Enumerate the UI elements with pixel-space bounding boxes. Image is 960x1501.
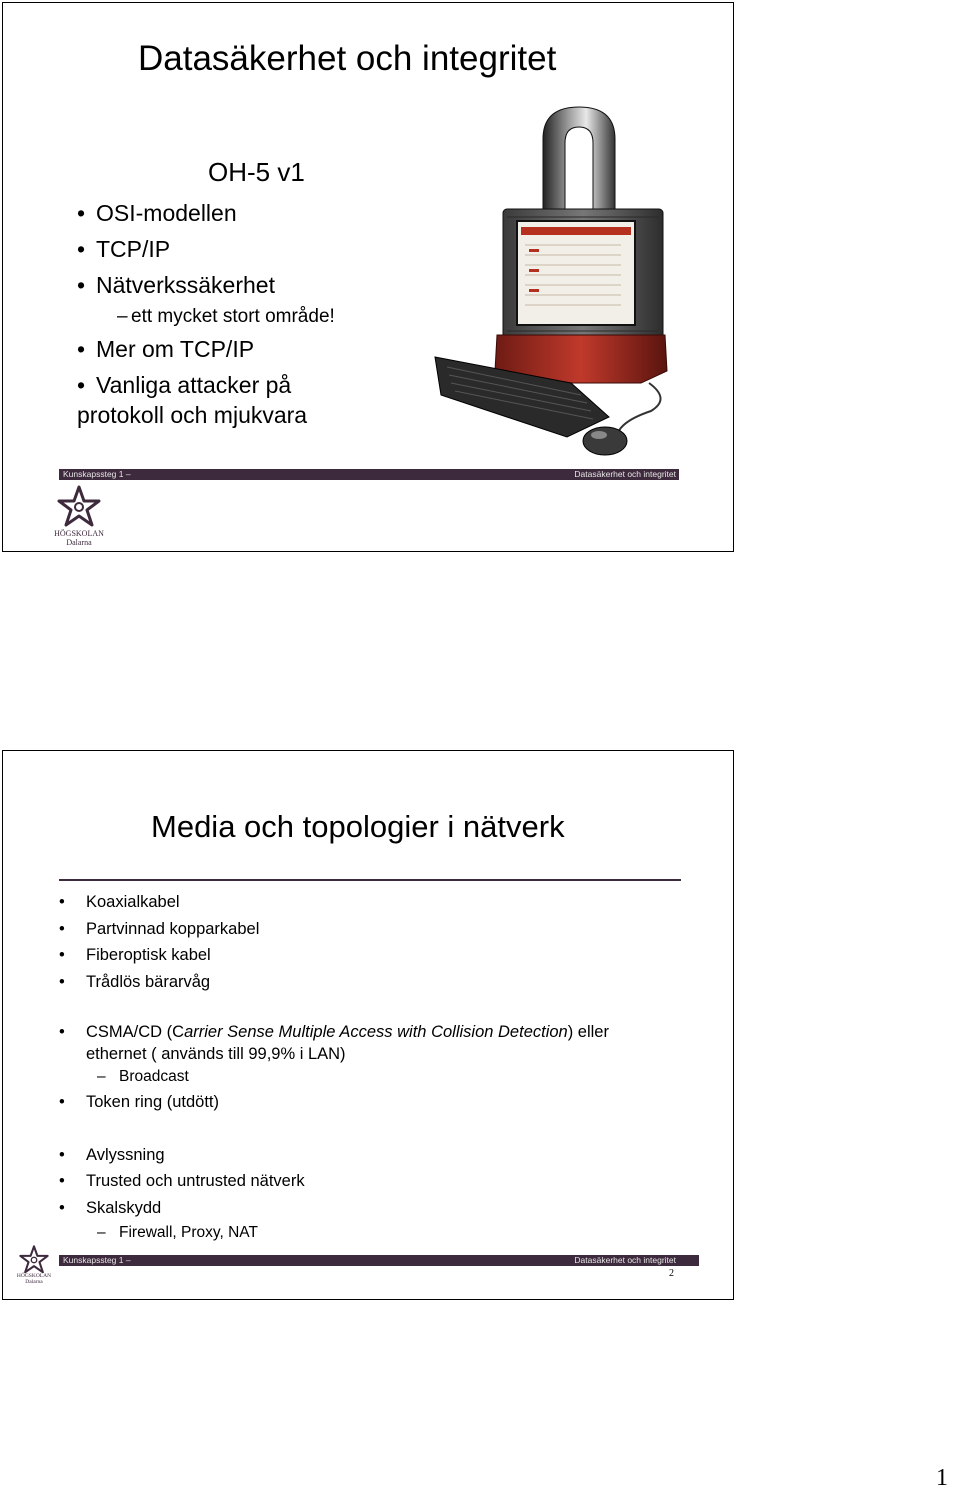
star-logo-icon [55, 485, 103, 529]
list-item: • Trusted och untrusted nätverk [59, 1172, 305, 1190]
bullet-list [77, 195, 335, 427]
padlock-computer-image [421, 99, 681, 469]
slide-subtitle: OH-5 v1 [208, 157, 305, 187]
footer-bar [59, 469, 679, 480]
slide-1 [2, 2, 734, 552]
footer-left: Kunskapssteg 1 – [63, 1255, 131, 1265]
slide-title: Datasäkerhet och integritet [138, 39, 557, 78]
bullet-list [59, 889, 609, 1245]
list-item: • Avlyssning [59, 1145, 165, 1164]
sub-list-item: – ett mycket stort område! [117, 306, 335, 327]
footer-right: Datasäkerhet och integritet [574, 469, 676, 479]
slide-title: Media och topologier i nätverk [151, 809, 565, 844]
list-item: • Skalskydd [59, 1198, 162, 1217]
list-item: • Mer om TCP/IP [77, 336, 255, 362]
list-item: • Koaxialkabel [59, 893, 180, 911]
list-item: • Vanliga attacker på [77, 372, 292, 398]
list-item: • Trådlös bärarvåg [59, 972, 211, 991]
list-item: • Nätverkssäkerhet [77, 272, 275, 298]
footer-left: Kunskapssteg 1 – [63, 469, 131, 479]
slide-number: 2 [669, 1268, 674, 1279]
list-item: • OSI-modellen [77, 200, 237, 226]
logo-text: HÖGSKOLAN Dalarna [16, 1273, 52, 1285]
logo [16, 1245, 52, 1285]
star-logo-icon [17, 1245, 51, 1275]
logo [54, 485, 104, 547]
logo-text: HÖGSKOLAN Dalarna [54, 529, 104, 547]
footer-right: Datasäkerhet och integritet [574, 1255, 676, 1265]
list-item: • CSMA/CD (Carrier Sense Multiple Access with Collision Detection) eller ethernet ( används till 99,9% i LAN) [59, 1023, 609, 1063]
page-number: 1 [936, 1465, 948, 1491]
list-item: • Fiberoptisk kabel [59, 946, 211, 964]
slide-2 [2, 750, 734, 1300]
list-item: • Token ring (utdött) [59, 1093, 219, 1111]
list-item: • Partvinnad kopparkabel [59, 919, 260, 938]
sub-list-item: – Broadcast [97, 1068, 189, 1085]
footer-bar [59, 1255, 699, 1266]
list-item-continuation: protokoll och mjukvara [77, 402, 308, 428]
list-item: • TCP/IP [77, 236, 171, 262]
title-divider [59, 879, 681, 881]
sub-list-item: – Firewall, Proxy, NAT [97, 1224, 258, 1241]
